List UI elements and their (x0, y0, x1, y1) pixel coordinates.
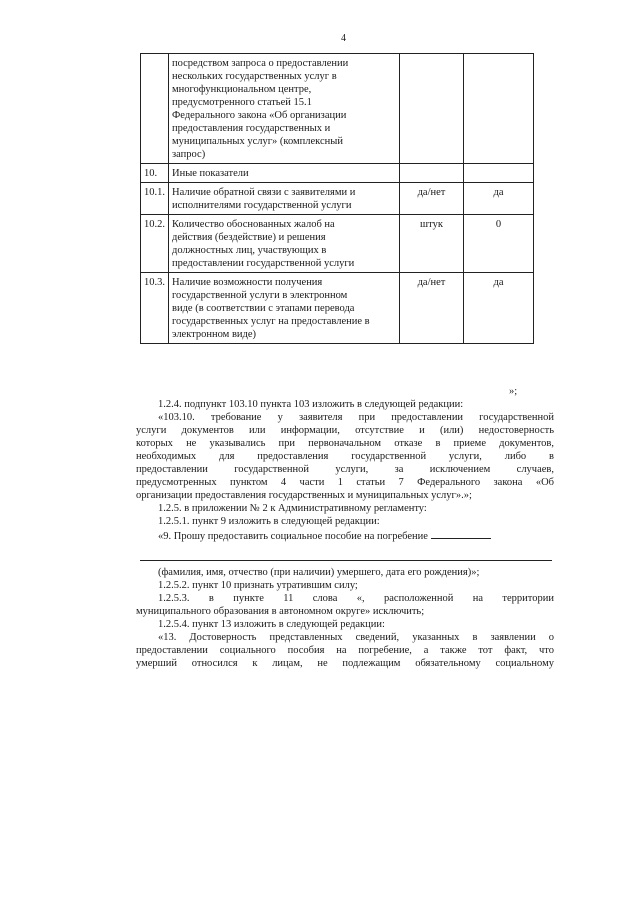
indicator-name-line: нескольких государственных услуг в (172, 71, 337, 82)
indicator-name-line: государственных услуг на предоставление в (172, 316, 370, 327)
indicators-table (140, 53, 534, 344)
indicator-value (464, 164, 534, 183)
indicator-name (169, 54, 400, 164)
indicator-name-line: действия (бездействие) и решения (172, 232, 326, 243)
paragraph-103-10-line: предоставлении государственной услуги, за исключением случаев, (136, 464, 554, 475)
indicator-name-line: Наличие возможности получения (172, 277, 323, 288)
blank-line (431, 528, 491, 539)
indicator-name-line: предоставлении государственной услуги (172, 258, 355, 269)
paragraph-1-2-5-4: 1.2.5.4. пункт 13 изложить в следующей редакции: (158, 619, 385, 630)
paragraph-9-caption: (фамилия, имя, отчество (при наличии) умершего, дата его рождения)»; (158, 567, 480, 578)
paragraph-103-10-line: необходимых для предоставления государственной услуги, либо в (136, 451, 554, 462)
indicator-name-line: муниципальных услуг» (комплексный (172, 136, 343, 147)
indicator-name-line: запрос) (172, 149, 206, 160)
paragraph-13-line: предоставлении социального пособия на погребение, а также тот факт, что (136, 645, 554, 656)
paragraph-1-2-5: 1.2.5. в приложении № 2 к Административному регламенту: (158, 503, 427, 514)
paragraph-1-2-5-2: 1.2.5.2. пункт 10 признать утратившим силу; (158, 580, 358, 591)
unit-of-measure: штук (400, 215, 464, 273)
indicator-value: да (464, 183, 534, 215)
paragraph-103-10-line: «103.10. требование у заявителя при предоставлении государственной (158, 412, 554, 423)
unit-of-measure (400, 54, 464, 164)
table-row (141, 164, 534, 183)
paragraph-13-line: «13. Достоверность представленных сведений, указанных в заявлении о (158, 632, 554, 643)
paragraph-1-2-5-3-line: муниципального образования в автономном округе» исключить; (136, 606, 425, 617)
indicator-name-line: государственной услуги в электронном (172, 290, 348, 301)
indicator-name (169, 183, 400, 215)
indicator-name (169, 215, 400, 273)
indicator-name-line: Иные показатели (172, 168, 249, 179)
indicator-value: да (464, 273, 534, 344)
unit-of-measure (400, 164, 464, 183)
indicator-name-line: электронном виде) (172, 329, 257, 340)
page-number: 4 (341, 33, 346, 44)
indicator-name-line: многофункциональном центре, (172, 84, 312, 95)
table-row (141, 215, 534, 273)
indicator-name-line: Наличие обратной связи с заявителями и (172, 187, 356, 198)
unit-of-measure: да/нет (400, 183, 464, 215)
indicator-value (464, 54, 534, 164)
paragraph-1-2-5-3-line: 1.2.5.3. в пункте 11 слова «, расположенной на территории (158, 593, 554, 604)
indicator-name (169, 164, 400, 183)
table-row (141, 54, 534, 164)
indicator-value: 0 (464, 215, 534, 273)
indicator-name-line: виде (в соответствии с этапами перевода (172, 303, 355, 314)
row-number: 10.3. (141, 273, 169, 344)
paragraph-103-10-line: предусмотренных пунктом 4 части 1 статьи 7 Федерального закона «Об (136, 477, 554, 488)
amendments-text-continued (136, 566, 554, 670)
indicator-name-line: Количество обоснованных жалоб на (172, 219, 335, 230)
indicator-name-line: посредством запроса о предоставлении (172, 58, 349, 69)
unit-of-measure: да/нет (400, 273, 464, 344)
paragraph-9 (136, 528, 554, 543)
row-number: 10.1. (141, 183, 169, 215)
paragraph-103-10-line: организации предоставления государственных и муниципальных услуг».»; (136, 490, 472, 501)
indicator-name-line: предоставления государственных и (172, 123, 331, 134)
blank-rule (140, 560, 552, 561)
row-number (141, 54, 169, 164)
table-row (141, 273, 534, 344)
paragraph-1-2-5-1: 1.2.5.1. пункт 9 изложить в следующей редакции: (158, 516, 380, 527)
indicator-name-line: должностных лиц, участвующих в (172, 245, 327, 256)
indicator-name (169, 273, 400, 344)
indicator-name-line: исполнителями государственной услуги (172, 200, 352, 211)
table-closing-quote: »; (509, 386, 518, 397)
table-row (141, 183, 534, 215)
row-number: 10.2. (141, 215, 169, 273)
paragraph-103-10-line: услуги документов или информации, отсутствие и (или) недостоверность (136, 425, 554, 436)
indicator-name-line: Федерального закона «Об организации (172, 110, 347, 121)
paragraph-1-2-4: 1.2.4. подпункт 103.10 пункта 103 изложить в следующей редакции: (158, 399, 464, 410)
paragraph-103-10-line: которых не указывались при первоначальном отказе в приеме документов, (136, 438, 554, 449)
amendments-text (136, 398, 554, 543)
row-number: 10. (141, 164, 169, 183)
paragraph-9-text: «9. Прошу предоставить социальное пособие на погребение (158, 531, 428, 542)
indicator-name-line: предусмотренного статьей 15.1 (172, 97, 312, 108)
paragraph-13-line: умерший относился к лицам, не подлежащим обязательному социальному (136, 658, 554, 669)
